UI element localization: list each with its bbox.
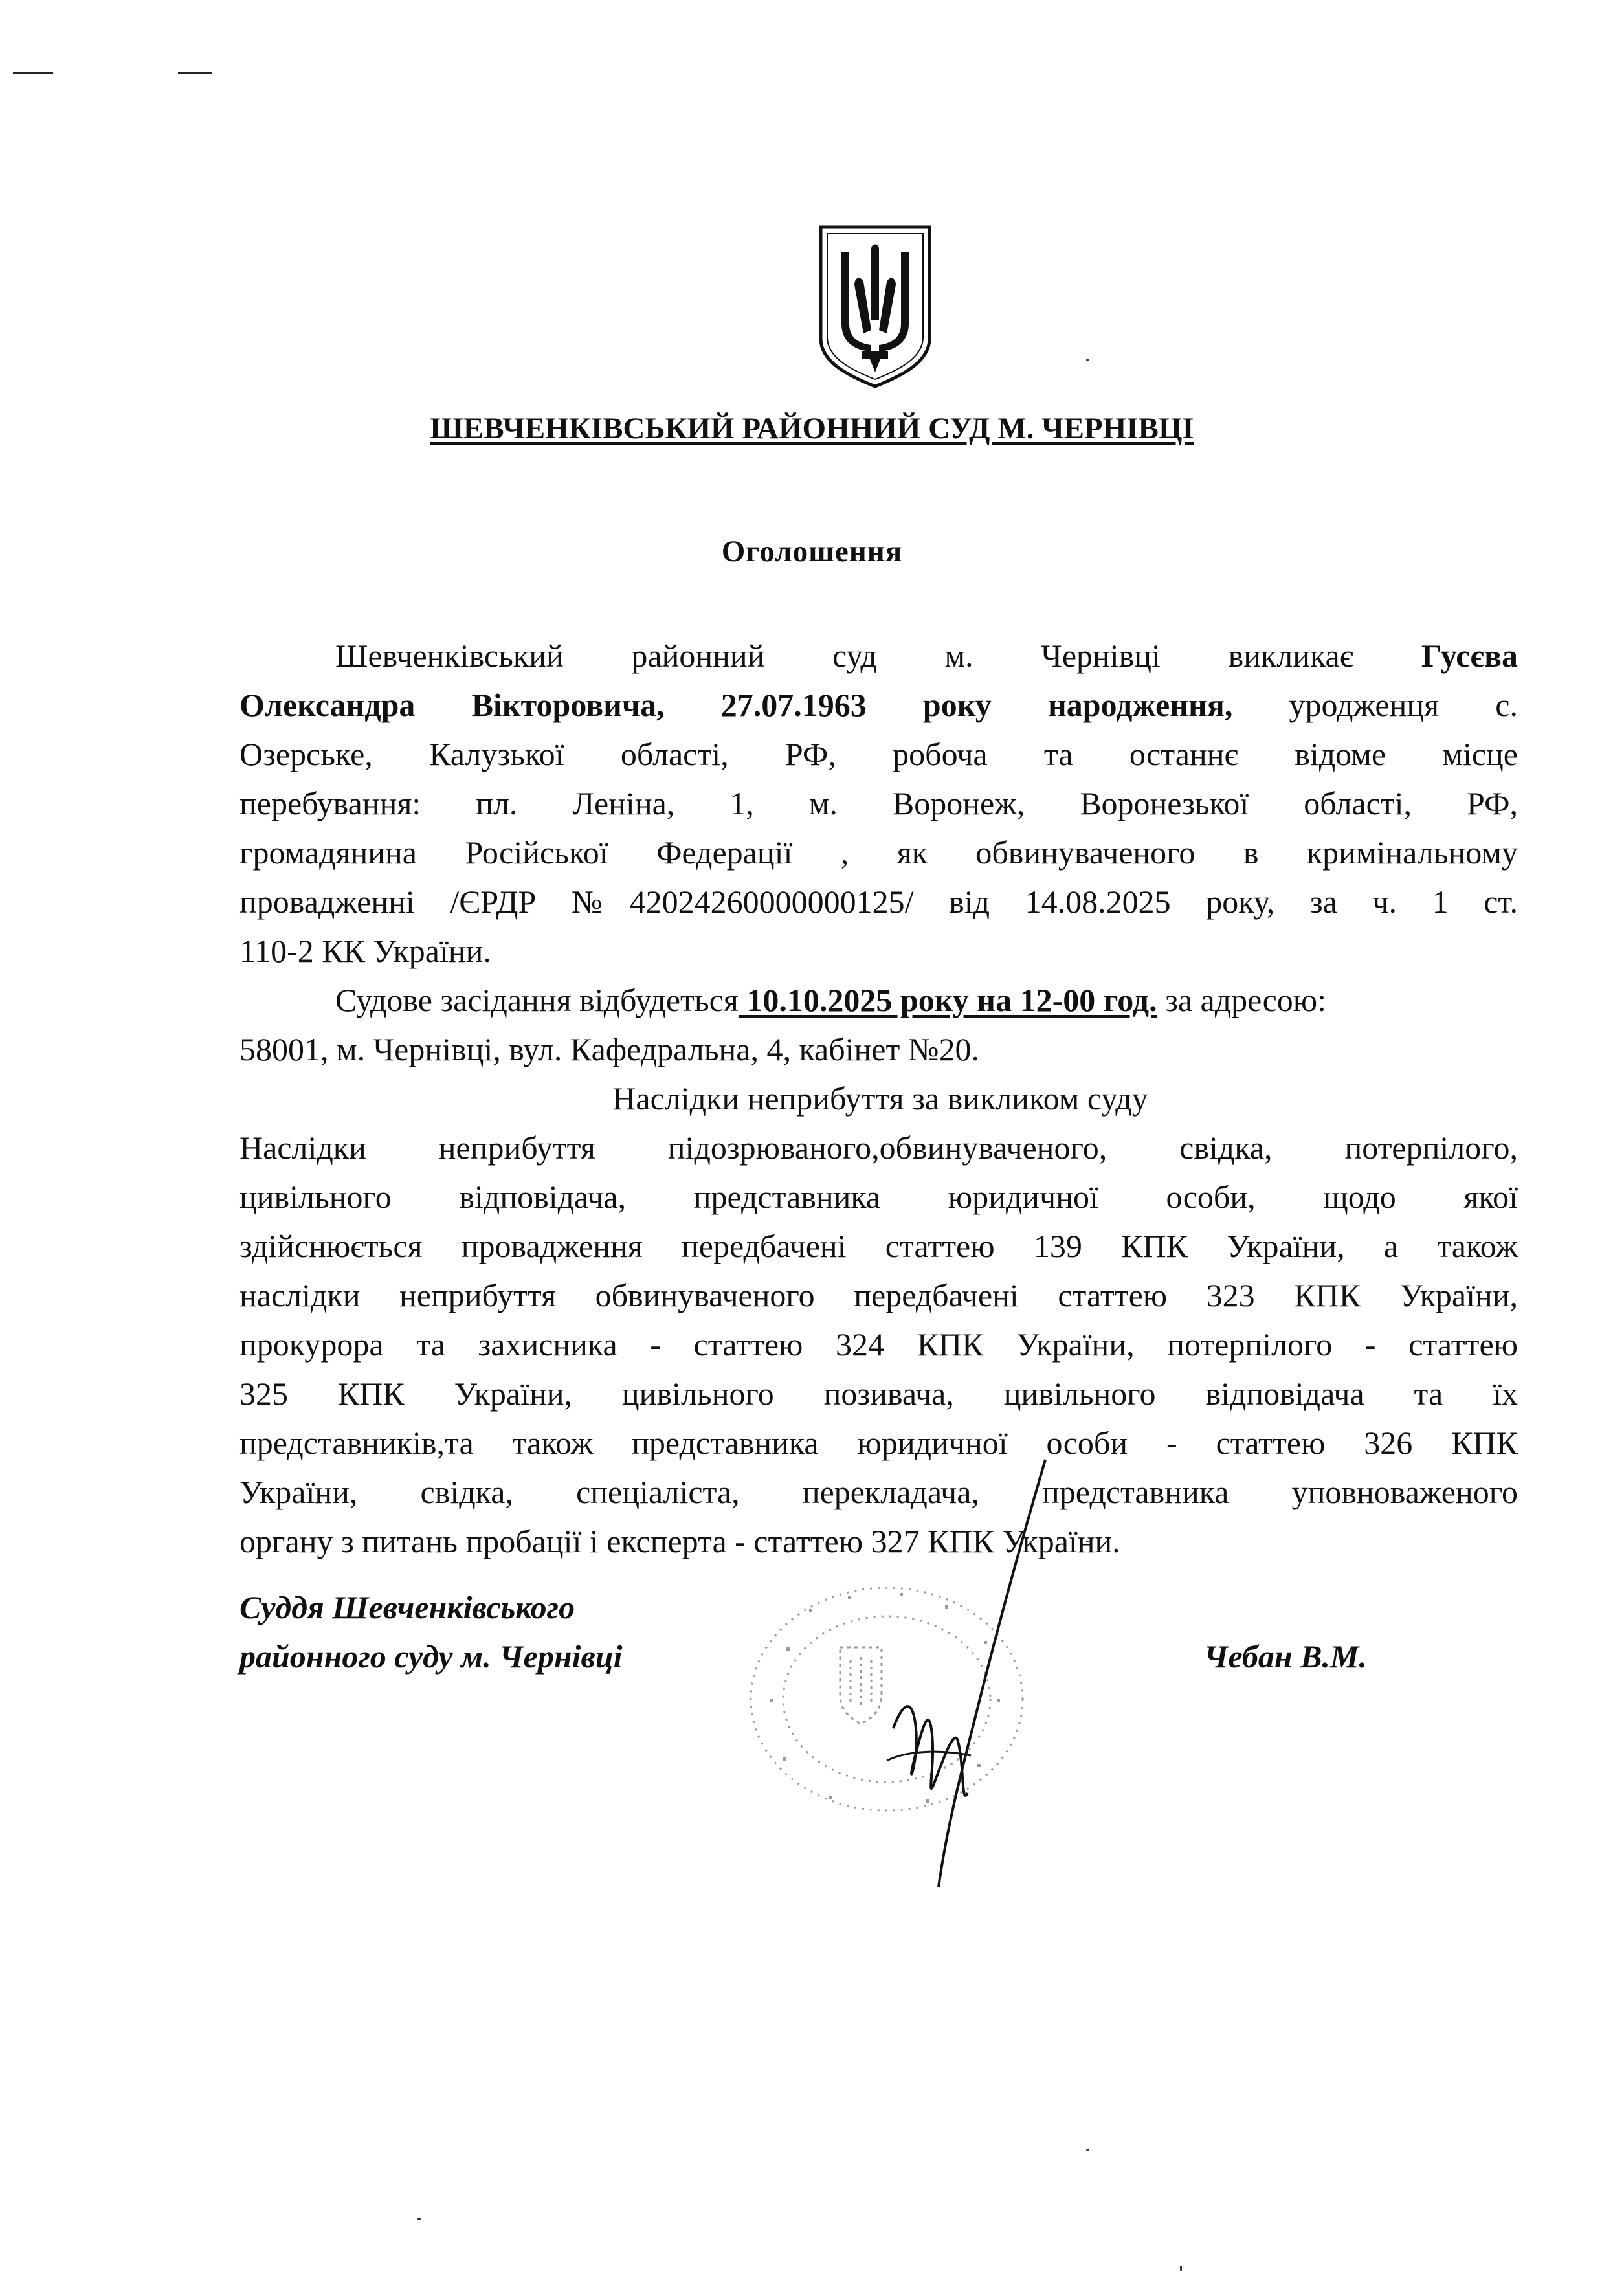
consequences-line: 325 КПК України, цивільного позивача, цивільного відповідача та їх — [239, 1375, 1518, 1412]
hearing-address: 58001, м. Чернівці, вул. Кафедральна, 4, кабінет №20. — [239, 1031, 980, 1067]
scan-mark — [13, 72, 53, 74]
scan-speck — [1086, 2149, 1089, 2151]
handwritten-signature — [867, 1456, 1062, 1897]
judge-name: Чебан В.М. — [1204, 1638, 1367, 1675]
paragraph-line: Озерське, Калузької області, РФ, робоча та останнє відоме місце — [239, 736, 1518, 772]
scan-speck — [1086, 359, 1089, 361]
scan-mark — [178, 72, 212, 74]
scan-speck — [417, 2218, 421, 2220]
paragraph-line: громадянина Російської Федерації , як обвинуваченого в кримінальному — [239, 834, 1518, 871]
page-title: Оголошення — [721, 535, 903, 568]
hearing-line: Судове засідання відбудеться 10.10.2025 року на 12-00 год. за адресою: — [335, 982, 1327, 1018]
consequences-line: цивільного відповідача, представника юридичної особи, щодо якої — [239, 1179, 1518, 1215]
consequences-line: прокурора та захисника - статтею 324 КПК України, потерпілого - статтею — [239, 1326, 1518, 1363]
court-header: ШЕВЧЕНКІВСЬКИЙ РАЙОННИЙ СУД М. ЧЕРНІВЦІ — [430, 412, 1194, 445]
paragraph-line: перебування: пл. Леніна, 1, м. Воронеж, Воронезької області, РФ, — [239, 785, 1518, 821]
consequences-line: Наслідки неприбуття підозрюваного,обвинуваченого, свідка, потерпілого, — [239, 1130, 1518, 1166]
consequences-line: здійснюється провадження передбачені статтею 139 КПК України, а також — [239, 1228, 1518, 1264]
consequences-line: України, свідка, спеціаліста, перекладача, представника уповноваженого — [239, 1474, 1518, 1510]
scan-speck — [1180, 2266, 1182, 2271]
judge-title-line-1: Суддя Шевченківського — [239, 1589, 575, 1625]
trident-emblem-icon — [817, 223, 933, 390]
paragraph-line: Олександра Вікторовича, 27.07.1963 року народження, уродженця с. — [239, 687, 1518, 723]
paragraph-line: 110-2 КК України. — [239, 933, 491, 969]
consequences-heading: Наслідки неприбуття за викликом суду — [612, 1080, 1148, 1117]
hearing-date: 10.10.2025 року на 12-00 год. — [738, 982, 1157, 1018]
judge-title-line-2: районного суду м. Чернівці — [239, 1638, 623, 1675]
consequences-line: органу з питань пробації і експерта - статтею 327 КПК України. — [239, 1523, 1120, 1559]
paragraph-line: провадженні /ЄРДР №42024260000000125/ від 14.08.2025 року, за ч. 1 ст. — [239, 884, 1518, 920]
consequences-line: наслідки неприбуття обвинуваченого передбачені статтею 323 КПК України, — [239, 1277, 1518, 1313]
consequences-line: представників,та також представника юридичної особи - статтею 326 КПК — [239, 1425, 1518, 1461]
paragraph-line: Шевченківський районний суд м. Чернівці викликає Гусєва — [335, 638, 1518, 674]
